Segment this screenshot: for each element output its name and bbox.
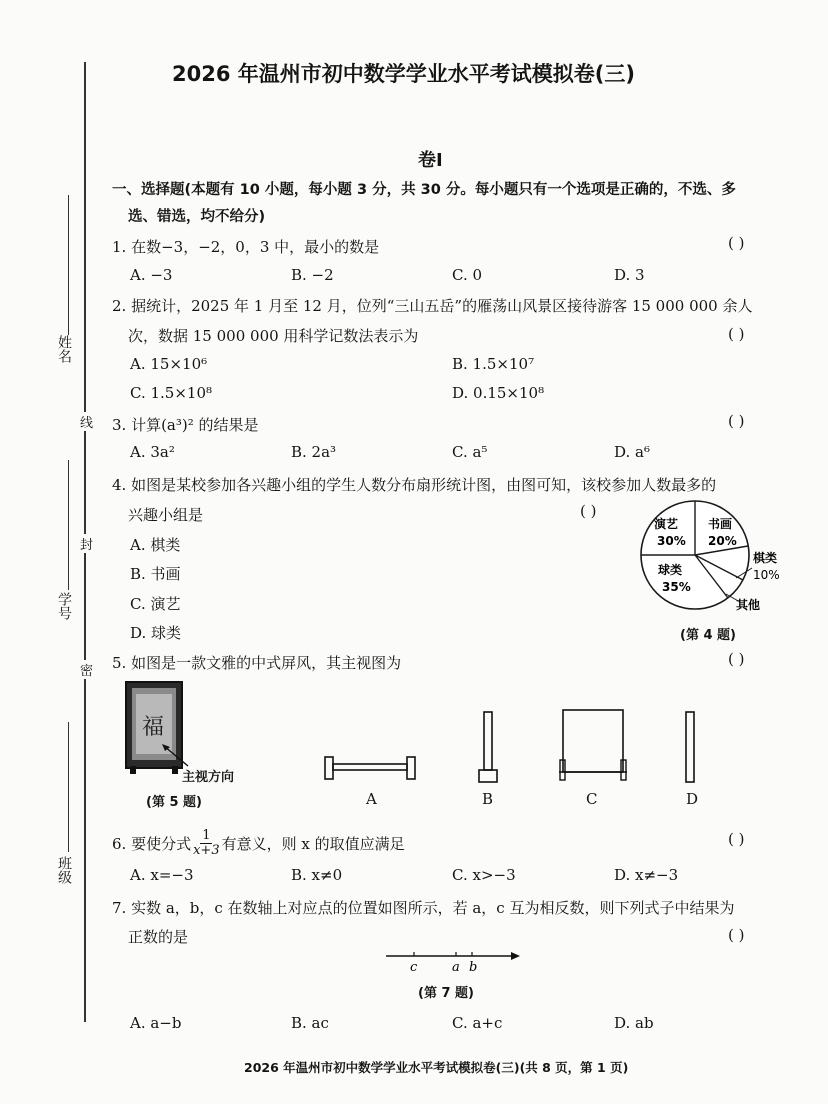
option-c: C. 1.5×10⁸ — [130, 384, 213, 402]
question-stem-line2: 正数的是 — [128, 928, 189, 946]
option-c-figure — [558, 708, 628, 784]
option-c: C. x>−3 — [452, 866, 516, 884]
number-line-figure — [384, 946, 524, 976]
option-d-figure — [682, 710, 698, 784]
fu-character: 福 — [142, 715, 165, 740]
pie-value-yanyi: 30% — [657, 534, 686, 548]
answer-paren: ( ) — [728, 650, 745, 668]
option-b-figure — [474, 710, 502, 784]
pie-label-yanyi: 演艺 — [654, 517, 679, 531]
part1-header-line2: 选、错选，均不给分) — [128, 209, 266, 225]
option-b: B. 2a³ — [291, 443, 337, 461]
view-direction-label: 主视方向 — [182, 770, 235, 785]
option-d: D. a⁶ — [614, 443, 650, 461]
option-b: B. 1.5×10⁷ — [452, 355, 535, 373]
axis-arrow — [511, 952, 520, 960]
pie-label-qilei: 棋类 — [753, 551, 778, 565]
id-label: 学号 — [56, 592, 72, 620]
option-d-label: D — [686, 790, 699, 808]
option-d: D. 3 — [614, 266, 645, 284]
seal-char: 封 — [80, 534, 93, 553]
answer-paren: ( ) — [728, 234, 745, 252]
page-footer: 2026 年温州市初中数学学业水平考试模拟卷(三)(共 8 页，第 1 页) — [244, 1060, 629, 1075]
pie-value-shuhua: 20% — [708, 534, 737, 548]
part1-header-line1: 一、选择题(本题有 10 小题，每小题 3 分，共 30 分。每小题只有一个选项是正确的，不选、多 — [112, 182, 736, 198]
question-stem-line1: 4. 如图是某校参加各兴趣小组的学生人数分布扇形统计图，由图可知，该校参加人数最多的 — [112, 476, 717, 494]
pie-label-qiulei: 球类 — [658, 563, 683, 577]
figure-caption: (第 7 题) — [418, 986, 474, 1001]
option-d: D. 球类 — [130, 624, 182, 642]
stem-suffix: 有意义，则 x 的取值应满足 — [221, 835, 405, 853]
name-label: 姓名 — [56, 335, 72, 363]
stem-prefix: 6. 要使分式 — [112, 835, 192, 853]
option-d: D. 0.15×10⁸ — [452, 384, 545, 402]
option-a-label: A — [366, 790, 377, 808]
question-stem-line1: 7. 实数 a，b，c 在数轴上对应点的位置如图所示，若 a，c 互为相反数，则下列式子中结果为 — [112, 899, 735, 917]
option-c: C. a⁵ — [452, 443, 488, 461]
name-blank-line — [68, 195, 69, 335]
label-c: c — [410, 960, 418, 975]
fraction-numerator: 1 — [202, 828, 211, 843]
option-b: B. 书画 — [130, 565, 181, 583]
answer-paren: ( ) — [580, 502, 597, 520]
pie-value-qilei: 10% — [753, 568, 780, 582]
class-label: 班级 — [56, 856, 72, 884]
option-d: D. ab — [614, 1014, 654, 1032]
option-b: B. −2 — [291, 266, 334, 284]
fraction-denominator: x+3 — [193, 843, 220, 858]
question-stem-line1: 2. 据统计，2025 年 1 月至 12 月，位列“三山五岳”的雁荡山风景区接待游客 15 000 000 余人 — [112, 297, 753, 315]
answer-paren: ( ) — [728, 325, 745, 343]
answer-paren: ( ) — [728, 412, 745, 430]
pie-chart-figure — [640, 498, 790, 616]
fraction — [193, 829, 220, 858]
dense-char: 密 — [80, 660, 93, 679]
pie-value-qiulei: 35% — [662, 580, 691, 594]
option-d: D. x≠−3 — [614, 866, 679, 884]
label-a: a — [452, 960, 460, 975]
option-a: A. 3a² — [130, 443, 175, 461]
figure-caption: (第 4 题) — [680, 628, 736, 643]
section-heading: 卷Ⅰ — [418, 150, 443, 171]
option-b: B. ac — [291, 1014, 329, 1032]
option-a: A. a−b — [130, 1014, 182, 1032]
option-b-label: B — [482, 790, 494, 808]
id-blank-line — [68, 460, 69, 590]
option-a: A. −3 — [130, 266, 173, 284]
pie-label-qita: 其他 — [736, 598, 761, 612]
class-blank-line — [68, 722, 69, 852]
question-stem: 3. 计算(a³)² 的结果是 — [112, 416, 259, 434]
option-a: A. x=−3 — [130, 866, 194, 884]
pie-label-shuhua: 书画 — [708, 517, 733, 531]
option-a: A. 棋类 — [130, 536, 181, 554]
line-char: 线 — [80, 412, 93, 431]
option-a: A. 15×10⁶ — [130, 355, 208, 373]
label-b: b — [469, 960, 478, 975]
question-stem: 5. 如图是一款文雅的中式屏风，其主视图为 — [112, 654, 402, 672]
option-c-label: C — [586, 790, 598, 808]
option-c: C. a+c — [452, 1014, 503, 1032]
page-title: 2026 年温州市初中数学学业水平考试模拟卷(三) — [172, 62, 635, 86]
question-stem: 1. 在数−3，−2，0，3 中，最小的数是 — [112, 238, 380, 256]
question-stem — [112, 829, 405, 858]
option-c: C. 演艺 — [130, 595, 181, 613]
answer-paren: ( ) — [728, 830, 745, 848]
option-a-figure — [322, 756, 418, 782]
answer-paren: ( ) — [728, 926, 745, 944]
option-b: B. x≠0 — [291, 866, 343, 884]
figure-caption: (第 5 题) — [146, 795, 202, 810]
question-stem-line2: 兴趣小组是 — [128, 506, 204, 524]
question-stem-line2: 次，数据 15 000 000 用科学记数法表示为 — [128, 327, 419, 345]
option-c: C. 0 — [452, 266, 483, 284]
